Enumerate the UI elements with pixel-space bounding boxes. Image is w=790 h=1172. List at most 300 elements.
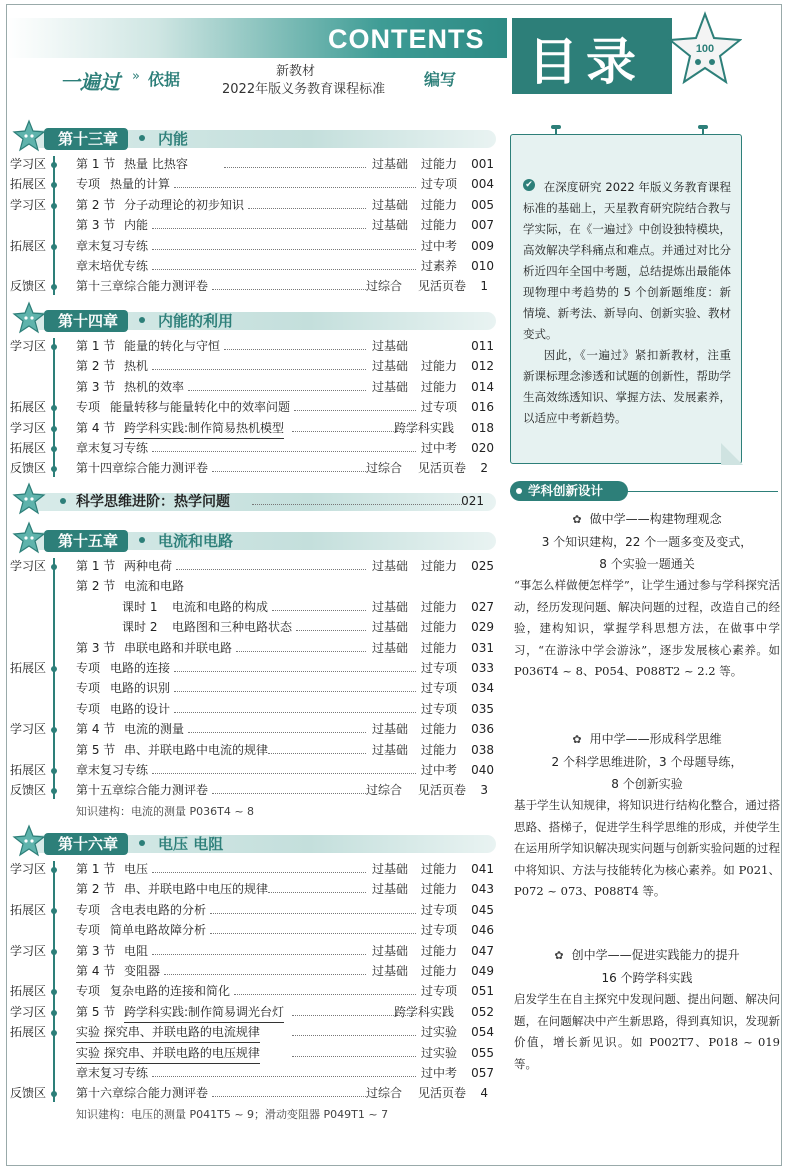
page-number: 051 <box>471 984 494 999</box>
leader-dots <box>152 228 366 229</box>
category-label: 过能力 <box>421 882 458 897</box>
toc-row[interactable] <box>0 760 510 780</box>
block-line: 8 个实验一题通关 <box>599 557 695 571</box>
section-title: 电路的设计 <box>110 701 171 716</box>
category-label: 过能力 <box>421 359 458 374</box>
timeline-dot <box>51 949 57 955</box>
toc-row[interactable] <box>0 617 510 637</box>
timeline-dot <box>51 426 57 432</box>
toc-row[interactable] <box>0 638 510 658</box>
category-label: 过能力 <box>421 620 458 635</box>
leader-dots <box>248 208 366 209</box>
toc-row[interactable] <box>0 597 510 617</box>
section-number: 第 2 节 <box>76 359 116 374</box>
category-label: 过基础 <box>372 559 409 573</box>
category-label: 过实验 <box>421 1025 458 1040</box>
block-line: 8 个创新实验 <box>611 777 683 791</box>
toc-row[interactable] <box>0 174 510 194</box>
leader-dots <box>212 1096 366 1097</box>
toc-row[interactable] <box>0 576 510 596</box>
timeline-dot <box>51 162 57 168</box>
toc-row[interactable] <box>0 920 510 940</box>
knowledge-note: 知识建构：电流的测量 P036T4 ~ 8 <box>76 804 255 818</box>
block-title <box>514 728 780 751</box>
toc-row[interactable] <box>0 397 510 417</box>
section-title: 串、并联电路中电流的规律 <box>124 742 269 757</box>
leader-dots <box>174 187 416 188</box>
timeline-dot <box>51 284 57 290</box>
section-title: 热机 <box>124 359 149 374</box>
category-label: 过基础 <box>372 197 409 212</box>
page-number: 027 <box>471 599 494 614</box>
section-number: 第 3 节 <box>76 943 116 958</box>
timeline-dot <box>51 182 57 188</box>
category-label: 过能力 <box>421 862 458 876</box>
zone-label: 学习区 <box>10 722 47 737</box>
section-number: 第 3 节 <box>76 640 116 655</box>
section-number: 专项 <box>76 400 101 415</box>
chapter-header <box>14 832 496 854</box>
standard-label: 2022年版义务教育课程标准 <box>222 82 386 97</box>
section-title: 热机的效率 <box>124 379 185 394</box>
star-mascot-icon <box>12 824 46 858</box>
section-title: 电压 <box>124 862 149 876</box>
category-label: 过基础 <box>372 218 409 233</box>
zone-label: 学习区 <box>10 862 47 876</box>
section-title: 跨学科实践:制作简易调光台灯 <box>124 1002 284 1023</box>
zone-label: 学习区 <box>10 197 47 212</box>
page-number: 033 <box>471 661 494 675</box>
category-label: 过综合 <box>366 279 403 294</box>
zone-label: 拓展区 <box>10 400 47 415</box>
category-label: 过专项 <box>421 984 458 999</box>
section-title: 简单电路故障分析 <box>110 923 207 938</box>
zone-label: 学习区 <box>10 420 47 435</box>
category-label: 过中考 <box>421 441 458 455</box>
timeline-dot <box>51 466 57 472</box>
page-number: 029 <box>471 620 494 635</box>
section-title: 实验 探究串、并联电路的电压规律 <box>76 1043 260 1064</box>
toc-row[interactable] <box>0 336 510 356</box>
section-title: 分子动理论的初步知识 <box>124 197 245 212</box>
page-number: 2 <box>480 461 488 476</box>
toc-row[interactable] <box>0 1083 510 1103</box>
toc-row[interactable] <box>0 1043 510 1063</box>
category-label: 过综合 <box>366 783 403 798</box>
category-label: 过能力 <box>421 943 458 958</box>
mascot-text: 100 <box>695 43 715 55</box>
leader-dots <box>210 913 416 914</box>
innovation-block <box>514 728 780 903</box>
category-label: 过基础 <box>372 620 409 635</box>
zone-label: 拓展区 <box>10 763 47 777</box>
leader-dots <box>292 1035 416 1036</box>
leader-dots <box>188 390 366 391</box>
zone-label: 反馈区 <box>10 1086 47 1101</box>
star-mascot-icon <box>12 521 46 555</box>
timeline-dot <box>51 203 57 209</box>
zone-label: 反馈区 <box>10 461 47 476</box>
toc-row[interactable] <box>0 236 510 256</box>
chapter-dot <box>139 135 145 141</box>
section-title: 电流和电路 <box>124 579 185 594</box>
zone-label: 拓展区 <box>10 902 47 917</box>
toc-row[interactable] <box>0 1063 510 1083</box>
page-number: 054 <box>471 1025 494 1040</box>
category-label: 过能力 <box>421 599 458 614</box>
timeline-dot <box>51 867 57 873</box>
page-number: 009 <box>471 238 494 253</box>
page-number: 055 <box>471 1045 494 1060</box>
page-number: 036 <box>471 722 494 737</box>
section-number: 第 5 节 <box>76 1004 116 1019</box>
section-number: 第 1 节 <box>76 559 116 573</box>
category-label: 过专项 <box>421 661 458 675</box>
intro-panel <box>510 134 742 464</box>
page-number: 041 <box>471 862 494 876</box>
page-fold <box>721 443 743 465</box>
category-label: 过能力 <box>421 742 458 757</box>
category-label: 过专项 <box>421 902 458 917</box>
leader-dots <box>174 712 416 713</box>
toc-row[interactable] <box>0 879 510 899</box>
category-label: 过综合 <box>366 1086 403 1101</box>
timeline-dot <box>51 244 57 250</box>
toc-row[interactable] <box>0 740 510 760</box>
section-number: 第 2 节 <box>76 579 116 594</box>
timeline-dot <box>51 1030 57 1036</box>
section-title: 电阻 <box>124 943 149 958</box>
category-label: 过专项 <box>421 701 458 716</box>
section-title: 电流和电路的构成 <box>172 599 269 614</box>
section-title: 串、并联电路中电压的规律 <box>124 882 269 897</box>
category-label: 过能力 <box>421 379 458 394</box>
check-icon: ✔ <box>523 179 535 191</box>
leader-dots <box>296 630 366 631</box>
leader-dots <box>152 1076 416 1077</box>
toc-row[interactable] <box>0 377 510 397</box>
chapter-title: 内能 <box>158 130 189 148</box>
chapter-tag: 第十六章 <box>44 833 128 855</box>
toc-row[interactable] <box>0 195 510 215</box>
zone-label: 拓展区 <box>10 1025 47 1040</box>
toc-row[interactable] <box>0 1002 510 1022</box>
page-number: 046 <box>471 923 494 938</box>
page-number: 047 <box>471 943 494 958</box>
block-line: 16 个跨学科实践 <box>601 971 693 985</box>
category-label: 过基础 <box>372 359 409 374</box>
section-title: 章末培优专练 <box>76 259 149 273</box>
section-number: 课时 1 <box>122 599 158 614</box>
toc-row[interactable] <box>0 658 510 678</box>
section-title: 章末复习专练 <box>76 441 149 455</box>
category-label: 过基础 <box>372 379 409 394</box>
category-label: 跨学科实践 <box>394 1004 455 1019</box>
page-number: 001 <box>471 157 494 171</box>
block-title-text: 创中学——促进实践能力的提升 <box>571 948 740 962</box>
section-title: 热量的计算 <box>110 177 171 192</box>
section-number: 第 2 节 <box>76 882 116 897</box>
category-label: 跨学科实践 <box>394 420 455 435</box>
section-number: 第 3 节 <box>76 218 116 233</box>
timeline-dot <box>51 727 57 733</box>
toc-row[interactable] <box>0 719 510 739</box>
category-label: 过能力 <box>421 157 458 171</box>
section-number: 第 1 节 <box>76 339 116 353</box>
section-title: 第十三章综合能力测评卷 <box>76 279 209 294</box>
toc-row[interactable] <box>0 961 510 981</box>
leader-dots <box>234 994 416 995</box>
toc-row[interactable] <box>0 276 510 296</box>
toc-row[interactable] <box>0 981 510 1001</box>
page-number: 004 <box>471 177 494 192</box>
page-number: 021 <box>461 494 484 508</box>
timeline-dot <box>51 564 57 570</box>
category-label: 见活页卷 <box>418 461 467 476</box>
leader-dots <box>152 773 416 774</box>
leader-dots <box>268 892 366 893</box>
category-label: 过实验 <box>421 1045 458 1060</box>
toc-row[interactable] <box>0 859 510 879</box>
category-label: 过专项 <box>421 400 458 415</box>
chapter-dot <box>60 498 66 504</box>
leader-dots <box>176 569 366 570</box>
timeline-dot <box>51 989 57 995</box>
toc-row[interactable] <box>0 780 510 800</box>
section-title: 能量转移与能量转化中的效率问题 <box>110 400 291 415</box>
zone-label: 学习区 <box>10 943 47 958</box>
leader-dots <box>272 610 366 611</box>
toc-row[interactable] <box>0 699 510 719</box>
contents-label: CONTENTS <box>328 24 485 54</box>
timeline-dot <box>51 405 57 411</box>
zone-label: 学习区 <box>10 559 47 573</box>
section-title: 复杂电路的连接和简化 <box>110 984 231 999</box>
section-title: 电流的测量 <box>124 722 185 737</box>
category-label: 过基础 <box>372 339 409 353</box>
leader-dots <box>252 504 462 505</box>
leader-dots <box>294 410 416 411</box>
section-number: 课时 2 <box>122 620 158 635</box>
chapter-header <box>14 490 496 512</box>
page-number: 1 <box>480 279 488 294</box>
zone-label: 拓展区 <box>10 661 47 675</box>
page-number: 014 <box>471 379 494 394</box>
flower-icon: ✿ <box>572 733 582 746</box>
chapter-dot <box>139 840 145 846</box>
page-number: 011 <box>471 339 494 353</box>
toc-row[interactable] <box>0 1022 510 1042</box>
section-number: 第 4 节 <box>76 420 116 435</box>
timeline-dot <box>51 788 57 794</box>
category-label: 过基础 <box>372 599 409 614</box>
category-label: 过能力 <box>421 559 458 573</box>
brand-name: 一遍过 <box>60 70 120 94</box>
page-number: 038 <box>471 742 494 757</box>
innovation-block <box>514 508 780 683</box>
new-textbook-label: 新教材 <box>276 64 316 79</box>
leader-dots <box>152 249 416 250</box>
page-number: 031 <box>471 640 494 655</box>
block-title-text: 做中学——构建物理观念 <box>589 512 722 526</box>
page-number: 016 <box>471 400 494 415</box>
zone-label: 学习区 <box>10 339 47 353</box>
leader-dots <box>210 933 416 934</box>
leader-dots <box>268 753 366 754</box>
timeline-dot <box>51 908 57 914</box>
page-number: 052 <box>471 1004 494 1019</box>
toc-row[interactable] <box>0 900 510 920</box>
toc-row[interactable] <box>0 678 510 698</box>
category-label: 见活页卷 <box>418 1086 467 1101</box>
category-label: 过基础 <box>372 862 409 876</box>
page-number: 043 <box>471 882 494 897</box>
section-title: 第十五章综合能力测评卷 <box>76 783 209 798</box>
block-title-text: 用中学——形成科学思维 <box>589 732 722 746</box>
section-title: 电路的识别 <box>110 681 171 696</box>
section-number: 专项 <box>76 661 101 675</box>
category-label: 过综合 <box>366 461 403 476</box>
leader-dots <box>152 451 416 452</box>
category-label: 见活页卷 <box>418 279 467 294</box>
toc-row[interactable] <box>0 941 510 961</box>
chapter-dot <box>139 317 145 323</box>
chapter-title: 电压 电阻 <box>158 835 224 853</box>
page-number: 034 <box>471 681 494 696</box>
section-number: 专项 <box>76 902 101 917</box>
page-number: 4 <box>480 1086 488 1101</box>
category-label: 过中考 <box>421 763 458 777</box>
block-title <box>514 508 780 531</box>
chapter-tag: 第十五章 <box>44 530 128 552</box>
section-number: 专项 <box>76 177 101 192</box>
leader-dots <box>152 954 366 955</box>
category-label: 过能力 <box>421 197 458 212</box>
chapter-dot <box>139 537 145 543</box>
intro-text-2: 因此，《一遍过》紧扣新教材，注重新课标理念渗透和试题的创新性，帮助学生高效练透知识、掌握方法、发展素养，以适应中考新趋势。 <box>523 348 731 425</box>
section-title: 变阻器 <box>124 964 161 978</box>
leader-dots <box>224 167 366 168</box>
section-number: 专项 <box>76 701 101 716</box>
leader-dots <box>152 269 416 270</box>
toc-row[interactable] <box>0 154 510 174</box>
star-mascot-icon <box>12 119 46 153</box>
timeline-dot <box>51 1091 57 1097</box>
chapter-header <box>14 127 496 149</box>
leader-dots <box>212 289 366 290</box>
section-number: 专项 <box>76 681 101 696</box>
category-label: 过基础 <box>372 882 409 897</box>
leader-dots <box>174 691 416 692</box>
section-title: 跨学科实践:制作简易热机模型 <box>124 418 284 439</box>
section-title: 内能 <box>124 218 149 233</box>
category-label: 见活页卷 <box>418 783 467 798</box>
section-title: 电路图和三种电路状态 <box>172 620 293 635</box>
arrow-icon: » <box>132 69 140 84</box>
section-title: 第十四章综合能力测评卷 <box>76 461 209 476</box>
compiled-label: 编写 <box>424 70 457 89</box>
category-label: 过专项 <box>421 681 458 696</box>
page-number: 005 <box>471 197 494 212</box>
toc-row[interactable] <box>0 356 510 376</box>
page-number: 010 <box>471 259 494 273</box>
intro-text: 在深度研究 2022 年版义务教育课程标准的基础上，天星教育研究院结合教与学实际，在《一遍过》中创设独特模块，高效解决学科痛点和难点。并通过对比分析近四年全国中考题，总结提炼出最能体现物理中考趋势的 5 个创新题维度：新情境、新考法、新导向、创新实验、教材变式。 <box>523 180 731 341</box>
toc-row[interactable] <box>0 418 510 438</box>
category-label: 过基础 <box>372 964 409 978</box>
page-number: 040 <box>471 763 494 777</box>
section-number: 专项 <box>76 984 101 999</box>
timeline-dot <box>51 1010 57 1016</box>
block-paragraph: 启发学生在自主探究中发现问题、提出问题、解决问题，在问题解决中产生新思路，得到真知识，发现新价值，增长新见识。如 P002T7、P018 ~ 019 等。 <box>514 992 780 1071</box>
page-number: 3 <box>480 783 488 798</box>
leader-dots <box>212 793 366 794</box>
star-mascot-icon <box>12 301 46 335</box>
leader-dots <box>292 1056 416 1057</box>
page-title: 目录 <box>528 33 644 91</box>
category-label: 过专项 <box>421 923 458 938</box>
category-label: 过中考 <box>421 238 458 253</box>
chapter-tag: 第十四章 <box>44 310 128 332</box>
leader-dots <box>212 471 366 472</box>
section-title: 第十六章综合能力测评卷 <box>76 1086 209 1101</box>
leader-dots <box>188 732 366 733</box>
chapter-title: 电流和电路 <box>158 532 234 550</box>
flower-icon: ✿ <box>554 949 564 962</box>
category-label: 过专项 <box>421 177 458 192</box>
category-label: 过基础 <box>372 722 409 737</box>
block-paragraph: “事怎么样做便怎样学”，让学生通过参与学科探究活动，经历发现问题、解决问题的过程，改造自己的经验，建构知识，掌握学科思想方法，在做事中学习，“在游泳中学会游泳”，逐步发展核心素养。如 P036T4 ~ 8、P054、P088T2 ~ 2.2 等。 <box>514 578 780 678</box>
section-title: 章末复习专练 <box>76 238 149 253</box>
flower-icon: ✿ <box>572 513 582 526</box>
knowledge-note: 知识建构：电压的测量 P041T5 ~ 9；滑动变阻器 P049T1 ~ 7 <box>76 1107 389 1121</box>
block-line: 2 个科学思维进阶，3 个母题导练， <box>551 755 743 769</box>
page-number: 035 <box>471 701 494 716</box>
block-title <box>514 944 780 967</box>
toc-row[interactable] <box>0 215 510 235</box>
toc-row[interactable] <box>0 556 510 576</box>
section-title: 章末复习专练 <box>76 763 149 777</box>
section-number: 第 4 节 <box>76 964 116 978</box>
page-number: 007 <box>471 218 494 233</box>
section-number: 专项 <box>76 923 101 938</box>
zone-label: 反馈区 <box>10 279 47 294</box>
leader-dots <box>174 671 416 672</box>
chapter-title: 内能的利用 <box>158 312 234 330</box>
innovation-heading: 学科创新设计 <box>510 481 628 501</box>
section-title: 两种电荷 <box>124 559 173 573</box>
page-number: 057 <box>471 1066 494 1080</box>
toc-row[interactable] <box>0 256 510 276</box>
toc-row[interactable] <box>0 438 510 458</box>
category-label: 过基础 <box>372 157 409 171</box>
section-number: 第 1 节 <box>76 157 116 171</box>
zone-label: 学习区 <box>10 1004 47 1019</box>
zone-label: 拓展区 <box>10 177 47 192</box>
section-number: 第 4 节 <box>76 722 116 737</box>
page-number: 012 <box>471 359 494 374</box>
leader-dots <box>236 651 366 652</box>
section-number: 第 3 节 <box>76 379 116 394</box>
category-label: 过基础 <box>372 943 409 958</box>
leader-dots <box>224 349 366 350</box>
category-label: 过基础 <box>372 742 409 757</box>
toc-row[interactable] <box>0 458 510 478</box>
chapter-header <box>14 309 496 331</box>
leader-dots <box>152 872 366 873</box>
zone-label: 反馈区 <box>10 783 47 798</box>
zone-label: 拓展区 <box>10 238 47 253</box>
category-label: 过素养 <box>421 259 458 273</box>
